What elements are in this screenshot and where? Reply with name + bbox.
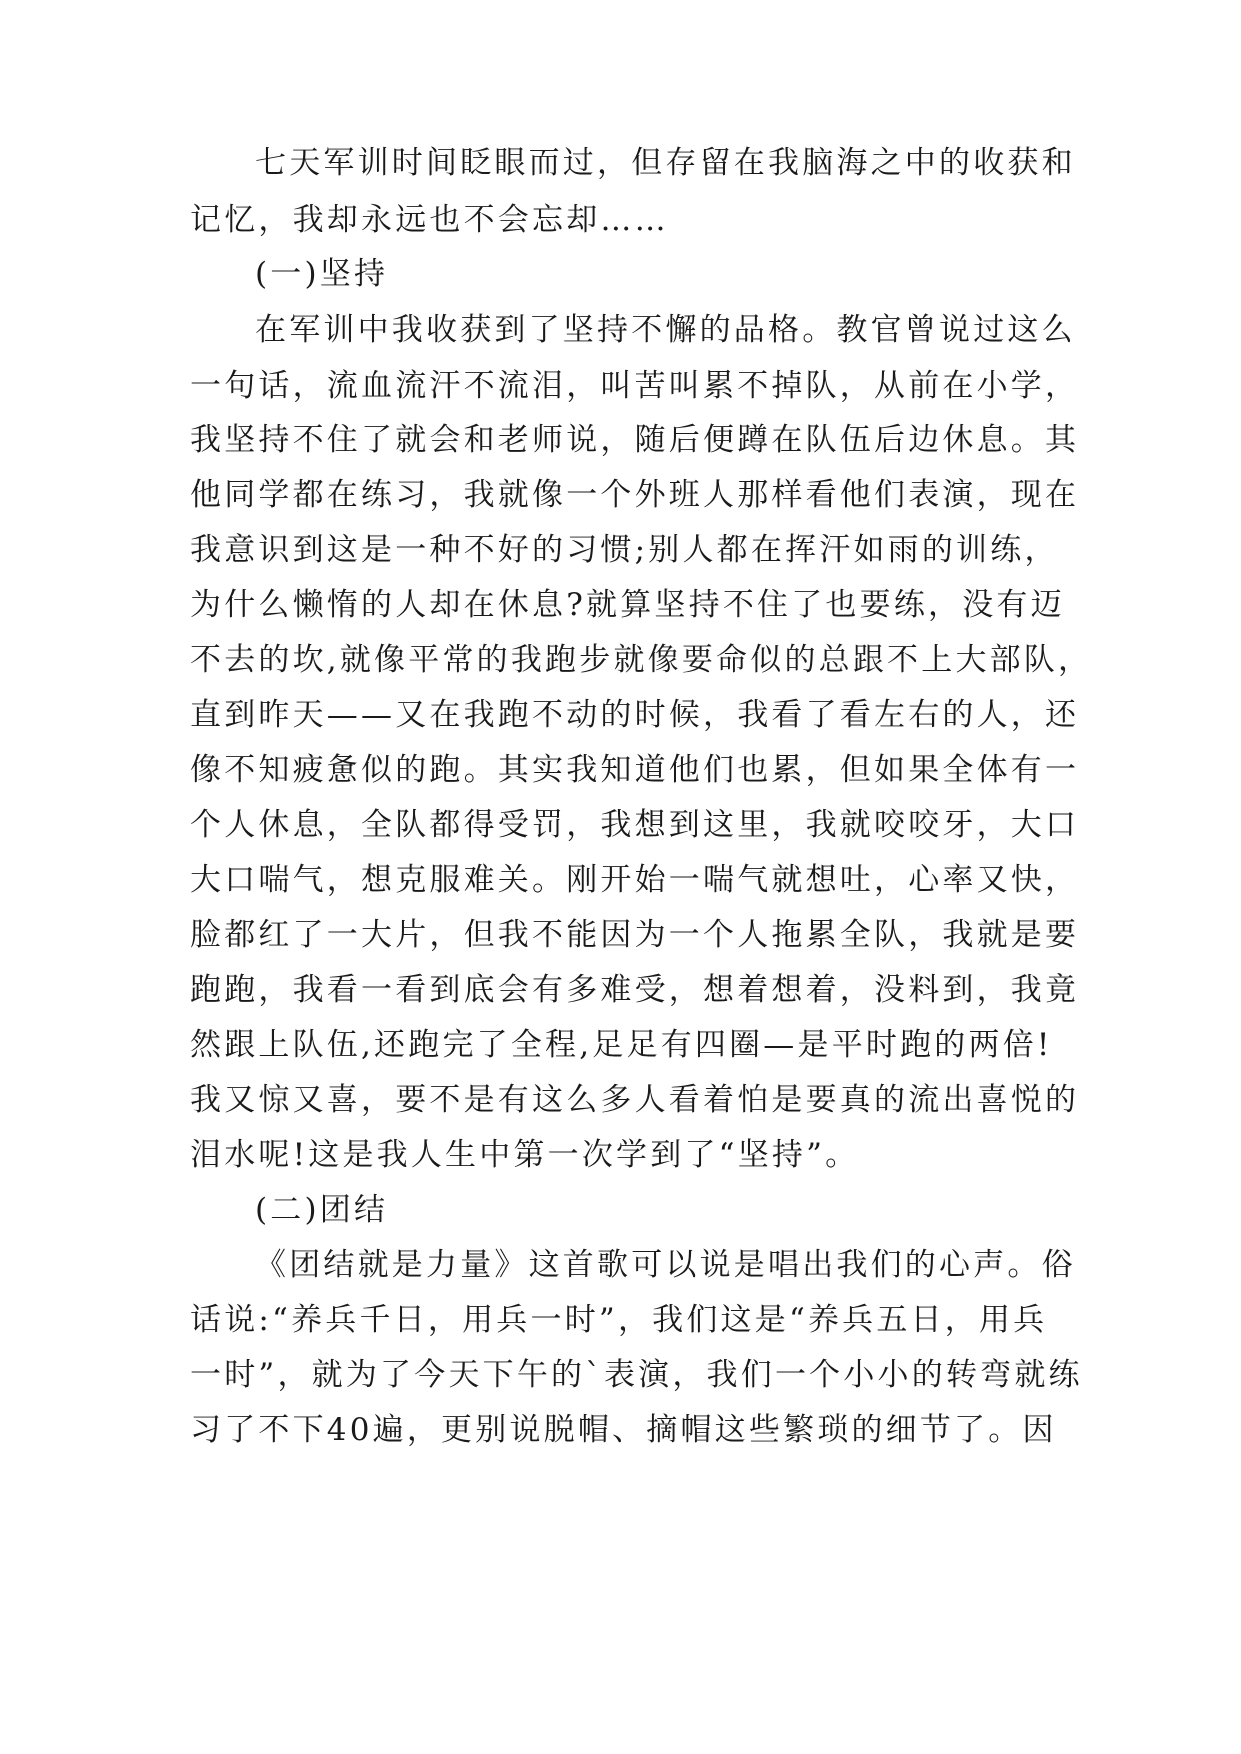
paragraph-persistence-line-9: 像不知疲惫似的跑。其实我知道他们也累，但如果全体有一 <box>190 752 1080 788</box>
paragraph-persistence-line-12: 脸都红了一大片，但我不能因为一个人拖累全队，我就是要 <box>190 917 1080 953</box>
paragraph-persistence-line-10: 个人休息，全队都得受罚，我想到这里，我就咬咬牙，大口 <box>190 807 1080 843</box>
paragraph-persistence-line-4: 他同学都在练习，我就像一个外班人那样看他们表演，现在 <box>190 477 1080 513</box>
paragraph-persistence-line-13: 跑跑，我看一看到底会有多难受，想着想着，没料到，我竟 <box>190 972 1080 1008</box>
paragraph-persistence-line-15: 我又惊又喜，要不是有这么多人看着怕是要真的流出喜悦的 <box>190 1082 1080 1118</box>
paragraph-persistence-line-16: 泪水呢!这是我人生中第一次学到了“坚持”。 <box>190 1137 860 1173</box>
paragraph-persistence-line-2: 一句话，流血流汗不流泪，叫苦叫累不掉队，从前在小学， <box>190 368 1080 404</box>
paragraph-intro-line-1: 七天军训时间眨眼而过，但存留在我脑海之中的收获和 <box>255 145 1076 181</box>
paragraph-unity-line-3: 一时”，就为了今天下午的`表演，我们一个小小的转弯就练 <box>190 1357 1083 1393</box>
paragraph-persistence-line-8: 直到昨天——又在我跑不动的时候，我看了看左右的人，还 <box>190 697 1080 733</box>
paragraph-persistence-line-5: 我意识到这是一种不好的习惯;别人都在挥汗如雨的训练， <box>190 532 1059 568</box>
paragraph-unity-line-1: 《团结就是力量》这首歌可以说是唱出我们的心声。俗 <box>255 1247 1076 1283</box>
section-heading-persistence: (一)坚持 <box>255 256 389 292</box>
paragraph-unity-line-2: 话说:“养兵千日，用兵一时”，我们这是“养兵五日，用兵 <box>190 1302 1048 1338</box>
section-heading-unity: (二)团结 <box>255 1192 389 1228</box>
paragraph-persistence-line-1: 在军训中我收获到了坚持不懈的品格。教官曾说过这么 <box>255 312 1076 348</box>
paragraph-unity-line-4: 习了不下40遍，更别说脱帽、摘帽这些繁琐的细节了。因 <box>190 1412 1057 1448</box>
paragraph-persistence-line-14: 然跟上队伍,还跑完了全程,足足有四圈—是平时跑的两倍! <box>190 1027 1053 1063</box>
paragraph-persistence-line-3: 我坚持不住了就会和老师说，随后便蹲在队伍后边休息。其 <box>190 422 1080 458</box>
paragraph-persistence-line-11: 大口喘气，想克服难关。刚开始一喘气就想吐，心率又快， <box>190 862 1080 898</box>
paragraph-persistence-line-6: 为什么懒惰的人却在休息?就算坚持不住了也要练，没有迈 <box>190 587 1065 623</box>
paragraph-intro-line-2: 记忆，我却永远也不会忘却…… <box>190 202 669 238</box>
paragraph-persistence-line-7: 不去的坎,就像平常的我跑步就像要命似的总跟不上大部队， <box>190 642 1093 678</box>
